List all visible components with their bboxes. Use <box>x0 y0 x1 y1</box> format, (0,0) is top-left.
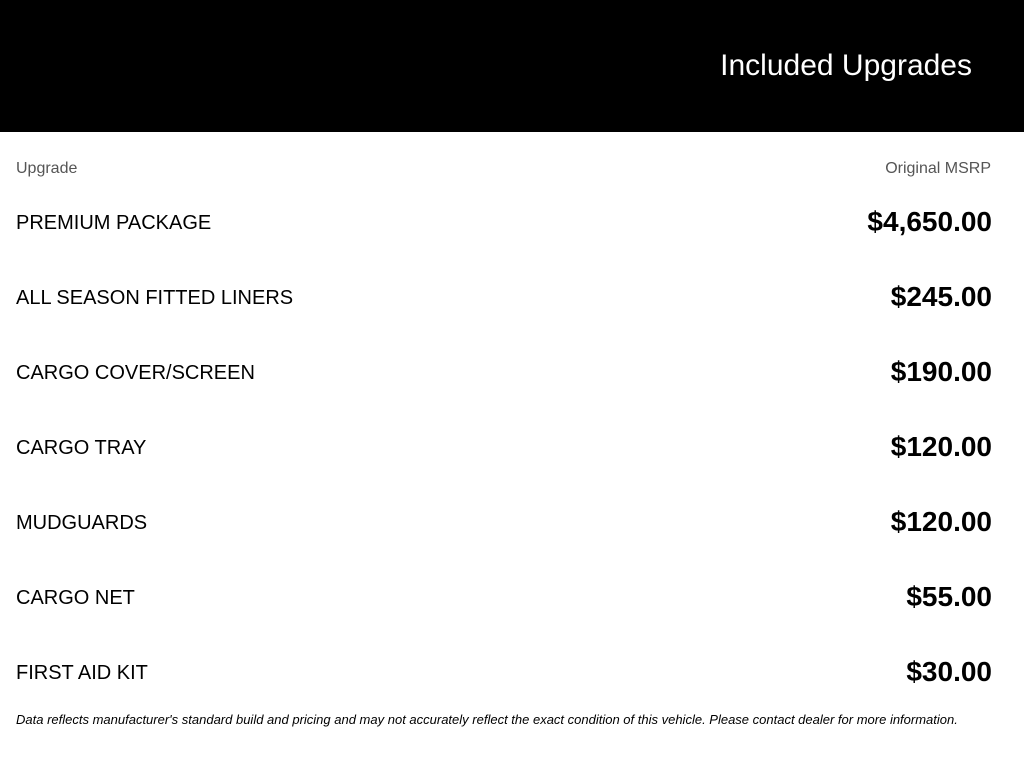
list-item <box>16 185 992 260</box>
list-item <box>16 560 992 635</box>
upgrade-price: $120.00 <box>890 431 992 462</box>
upgrade-name: CARGO COVER/SCREEN <box>16 362 255 384</box>
page-title: Included Upgrades <box>720 49 972 82</box>
header-banner <box>0 0 1024 132</box>
upgrade-name: ALL SEASON FITTED LINERS <box>16 287 294 309</box>
upgrade-name: MUDGUARDS <box>16 512 148 534</box>
list-item <box>16 335 992 410</box>
upgrade-name: CARGO NET <box>16 587 135 609</box>
upgrade-price: $190.00 <box>890 356 992 387</box>
column-headers <box>16 160 991 180</box>
upgrade-price: $4,650.00 <box>867 206 992 237</box>
upgrades-list <box>16 185 992 710</box>
upgrade-name: PREMIUM PACKAGE <box>16 212 212 234</box>
column-header-upgrade: Upgrade <box>16 160 78 177</box>
list-item <box>16 635 992 710</box>
upgrade-name: CARGO TRAY <box>16 437 147 459</box>
disclaimer-text: Data reflects manufacturer's standard build and pricing and may not accurately reflect the exact condition of this vehicle. Please contact dealer for more information. <box>16 712 958 727</box>
upgrade-name: FIRST AID KIT <box>16 662 148 684</box>
upgrade-price: $55.00 <box>906 581 992 612</box>
upgrade-price: $245.00 <box>890 281 992 312</box>
column-header-msrp: Original MSRP <box>885 160 991 177</box>
list-item <box>16 485 992 560</box>
upgrade-price: $120.00 <box>890 506 992 537</box>
list-item <box>16 260 992 335</box>
list-item <box>16 410 992 485</box>
upgrade-price: $30.00 <box>906 656 992 687</box>
